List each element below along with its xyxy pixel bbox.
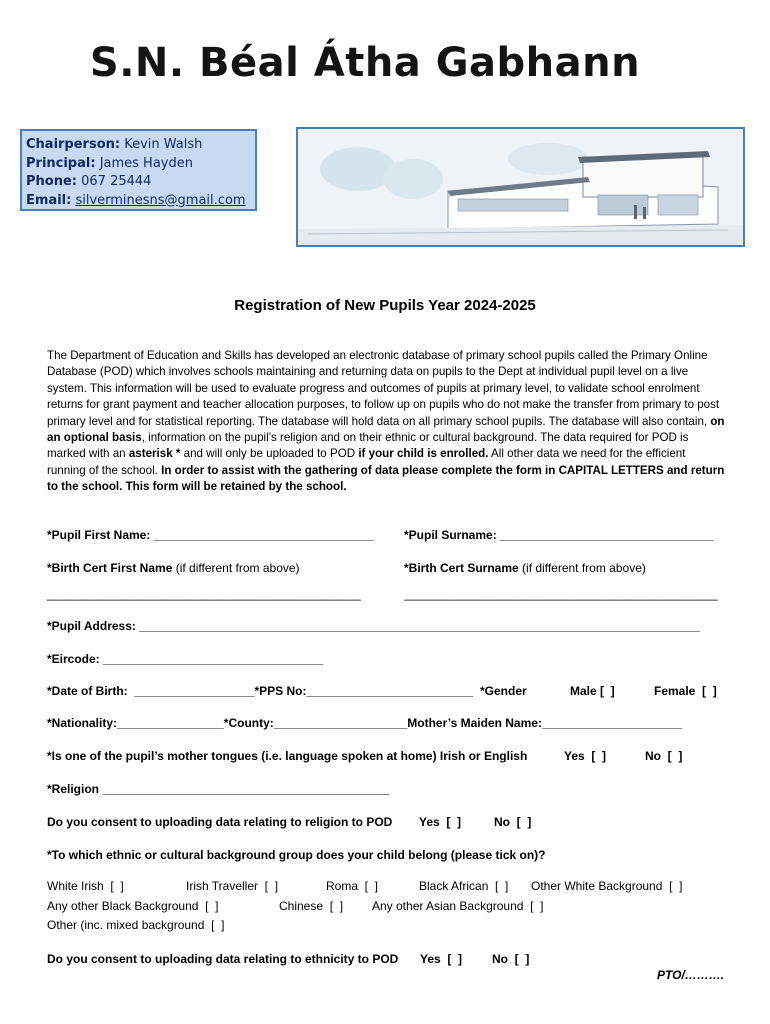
birth-cert-surname-label: *Birth Cert Surname (if different from above)	[404, 561, 646, 575]
intro-bold-4: In order to assist with the gathering of data please complete the form in CAPITAL LETTERS and return to the school. This form will be retained by the school.	[47, 463, 725, 494]
chairperson-value: Kevin Walsh	[124, 137, 203, 152]
ethnic-background-question: *To which ethnic or cultural background group does your child belong (please tick on)?	[47, 848, 546, 862]
principal-line	[26, 155, 251, 174]
chairperson-label: Chairperson:	[26, 137, 121, 152]
email-link[interactable]: silverminesns@gmail.com	[75, 192, 246, 208]
intro-text-1: The Department of Education and Skills has developed an electronic database of primary school pupils called the Primary Online Database (POD) which involves schools maintaining and returning data on pupils to the Dept at individual pupil level on a live system. This information will be used to evaluate progress and outcomes of pupils at primary level, to validate school enrolment returns for grant payment and teacher allocation purposes, to follow up on pupils who do not make the transfer from primary to post primary level and for statistical reporting. The database will hold data on all primary school pupils. The database will also contain,	[47, 349, 720, 428]
ethnic-other-black-checkbox[interactable]: Any other Black Background [ ]	[47, 899, 219, 913]
principal-label: Principal:	[26, 155, 96, 171]
intro-text-2: , information on the pupil’s religion and on their ethnic or cultural background. The data required for POD is marked with an	[47, 431, 689, 461]
gender-male-checkbox[interactable]: Male [ ]	[570, 684, 615, 698]
mother-tongue-question: *Is one of the pupil’s mother tongues (i.e. language spoken at home) Irish or English	[47, 749, 528, 763]
pupil-address-field[interactable]: *Pupil Address: ____________________________________________________________________________________	[47, 619, 700, 633]
chairperson-line	[26, 136, 251, 155]
ethnicity-consent-question: Do you consent to uploading data relating to ethnicity to POD	[47, 952, 399, 966]
phone-line	[26, 173, 251, 192]
ethnic-black-african-checkbox[interactable]: Black African [ ]	[419, 879, 509, 893]
ethnic-other-white-checkbox[interactable]: Other White Background [ ]	[531, 879, 683, 893]
religion-consent-yes-checkbox[interactable]: Yes [ ]	[419, 815, 462, 829]
religion-field[interactable]: *Religion ___________________________________________	[47, 782, 390, 796]
intro-bold-1: on an optional basis	[47, 414, 725, 445]
religion-consent-no-checkbox[interactable]: No [ ]	[494, 815, 532, 829]
pupil-surname-field[interactable]: *Pupil Surname: ________________________________	[404, 528, 714, 542]
school-building-image	[296, 127, 745, 247]
document-title: Registration of New Pupils Year 2024-2025	[234, 297, 536, 314]
phone-value: 067 25444	[81, 174, 152, 189]
birth-cert-first-name-label: *Birth Cert First Name (if different from above)	[47, 561, 300, 575]
intro-text-3: and will only be uploaded to POD	[180, 447, 359, 461]
ethnic-roma-checkbox[interactable]: Roma [ ]	[326, 879, 379, 893]
principal-value: James Hayden	[99, 155, 193, 171]
intro-bold-2: asterisk *	[128, 447, 181, 461]
intro-text-4: All other data we need for the efficient running of the school.	[47, 447, 686, 477]
pto-note: PTO/……….	[657, 968, 725, 982]
mother-tongue-yes-checkbox[interactable]: Yes [ ]	[564, 749, 607, 763]
ethnic-other-mixed-checkbox[interactable]: Other (inc. mixed background [ ]	[47, 918, 225, 932]
ethnic-irish-traveller-checkbox[interactable]: Irish Traveller [ ]	[186, 879, 279, 893]
gender-female-checkbox[interactable]: Female [ ]	[654, 684, 717, 698]
nationality-county-maiden-field[interactable]: *Nationality:________________*County:____________________Mother’s Maiden Name:_____________________	[47, 716, 683, 730]
ethnic-white-irish-checkbox[interactable]: White Irish [ ]	[47, 879, 124, 893]
religion-consent-question: Do you consent to uploading data relating to religion to POD	[47, 815, 393, 829]
eircode-field[interactable]: *Eircode: _________________________________	[47, 652, 324, 666]
ethnic-chinese-checkbox[interactable]: Chinese [ ]	[279, 899, 344, 913]
birth-cert-first-name-field[interactable]: _______________________________________________	[47, 587, 361, 601]
ethnicity-consent-no-checkbox[interactable]: No [ ]	[492, 952, 530, 966]
dob-pps-gender-field[interactable]: *Date of Birth: __________________*PPS No:_________________________ *Gender	[47, 684, 527, 698]
school-name: S.N. Béal Átha Gabhann	[89, 40, 641, 86]
ethnicity-consent-yes-checkbox[interactable]: Yes [ ]	[420, 952, 463, 966]
email-label: Email:	[26, 192, 72, 208]
email-line	[26, 192, 251, 211]
phone-label: Phone:	[26, 174, 77, 189]
pupil-first-name-field[interactable]: *Pupil First Name: _________________________________	[47, 528, 374, 542]
contact-box	[20, 129, 257, 211]
building-sketch-icon	[298, 129, 743, 245]
birth-cert-surname-field[interactable]: _______________________________________________	[404, 587, 718, 601]
intro-bold-3: if your child is enrolled.	[358, 447, 489, 461]
ethnic-other-asian-checkbox[interactable]: Any other Asian Background [ ]	[372, 899, 544, 913]
mother-tongue-no-checkbox[interactable]: No [ ]	[645, 749, 683, 763]
intro-paragraph	[47, 348, 727, 496]
